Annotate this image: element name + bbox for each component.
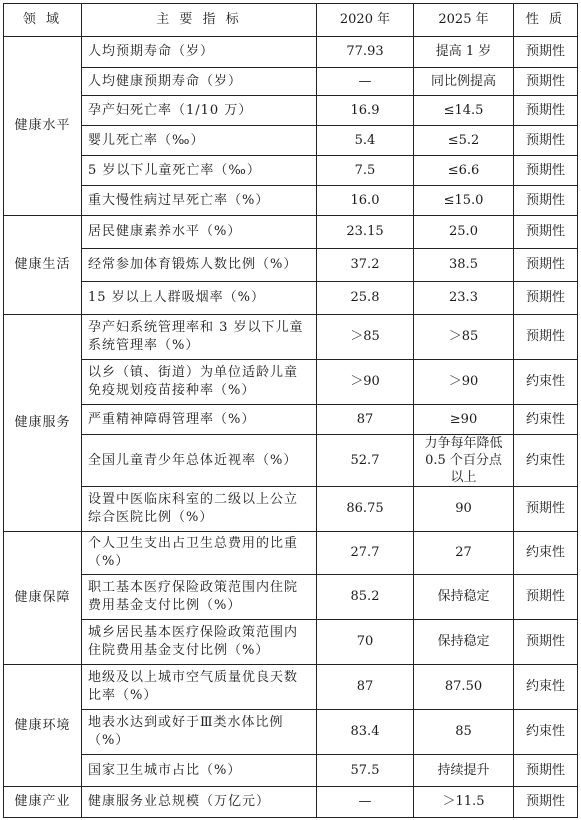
domain-cell: 健康保障 [4,532,82,665]
value-2020-cell: 87 [317,665,414,710]
value-2020-cell: 23.15 [317,216,414,249]
nature-cell: 预期性 [514,787,578,818]
value-2020-cell: ＞90 [317,360,414,405]
nature-cell: 预期性 [514,156,578,186]
value-2025-cell: 23.3 [414,282,514,315]
indicator-cell: 国家卫生城市占比（%） [82,755,317,787]
value-2020-cell: 87 [317,405,414,435]
nature-cell: 约束性 [514,532,578,575]
indicator-cell: 健康服务业总规模（万亿元） [82,787,317,818]
table-row [4,787,578,818]
value-2025-cell: 38.5 [414,249,514,282]
indicator-cell: 15 岁以上人群吸烟率（%） [82,282,317,315]
header-nature: 性 质 [514,4,578,37]
nature-cell: 预期性 [514,186,578,216]
header-2025: 2025 年 [414,4,514,37]
indicator-cell: 全国儿童青少年总体近视率（%） [82,435,317,487]
table-row [4,665,578,710]
nature-cell: 预期性 [514,126,578,156]
value-2020-cell: 77.93 [317,37,414,68]
header-domain: 领 域 [4,4,82,37]
value-2020-cell: — [317,68,414,96]
nature-cell: 约束性 [514,665,578,710]
value-2025-cell: ＞90 [414,360,514,405]
nature-cell: 约束性 [514,360,578,405]
indicator-cell: 城乡居民基本医疗保险政策范围内住院费用基金支付比例（%） [82,620,317,665]
value-2020-cell: ＞85 [317,315,414,360]
value-2020-cell: 16.9 [317,96,414,126]
indicator-cell: 孕产妇系统管理率和 3 岁以下儿童系统管理率（%） [82,315,317,360]
table-row [4,68,578,96]
domain-cell: 健康生活 [4,216,82,315]
value-2020-cell: 57.5 [317,755,414,787]
value-2025-cell: 90 [414,487,514,532]
header-row [4,4,578,37]
value-2020-cell: 7.5 [317,156,414,186]
domain-cell: 健康环境 [4,665,82,787]
indicator-cell: 婴儿死亡率（‰） [82,126,317,156]
indicator-cell: 5 岁以下儿童死亡率（‰） [82,156,317,186]
nature-cell: 预期性 [514,620,578,665]
value-2025-cell: 保持稳定 [414,575,514,620]
value-2025-cell: 27 [414,532,514,575]
nature-cell: 约束性 [514,435,578,487]
table-row [4,435,578,487]
value-2020-cell: 5.4 [317,126,414,156]
value-2020-cell: 85.2 [317,575,414,620]
value-2025-cell: 87.50 [414,665,514,710]
nature-cell: 预期性 [514,315,578,360]
indicator-cell: 个人卫生支出占卫生总费用的比重（%） [82,532,317,575]
value-2025-cell: 同比例提高 [414,68,514,96]
indicator-cell: 地表水达到或好于Ⅲ类水体比例（%） [82,710,317,755]
value-2025-cell: ≤14.5 [414,96,514,126]
indicator-cell: 以乡（镇、街道）为单位适龄儿童免疫规划疫苗接种率（%） [82,360,317,405]
domain-cell: 健康服务 [4,315,82,532]
value-2020-cell: 16.0 [317,186,414,216]
value-2020-cell: 70 [317,620,414,665]
table-row [4,710,578,755]
domain-cell: 健康水平 [4,37,82,216]
value-2025-cell: ≥90 [414,405,514,435]
nature-cell: 预期性 [514,96,578,126]
table-row [4,282,578,315]
table-row [4,575,578,620]
table-row [4,532,578,575]
value-2025-cell: 25.0 [414,216,514,249]
table-row [4,126,578,156]
value-2025-cell: 85 [414,710,514,755]
table-row [4,315,578,360]
nature-cell: 预期性 [514,575,578,620]
indicator-cell: 人均健康预期寿命（岁） [82,68,317,96]
value-2020-cell: 86.75 [317,487,414,532]
table-row [4,487,578,532]
value-2020-cell: 83.4 [317,710,414,755]
value-2025-cell: ≤5.2 [414,126,514,156]
table-row [4,216,578,249]
table-row [4,360,578,405]
table-row [4,96,578,126]
indicator-cell: 孕产妇死亡率（1/10 万） [82,96,317,126]
value-2025-cell: 保持稳定 [414,620,514,665]
value-2025-cell: 提高 1 岁 [414,37,514,68]
nature-cell: 预期性 [514,755,578,787]
nature-cell: 约束性 [514,710,578,755]
value-2025-cell: ≤6.6 [414,156,514,186]
value-2025-cell: 持续提升 [414,755,514,787]
value-2020-cell: 25.8 [317,282,414,315]
value-2020-cell: 37.2 [317,249,414,282]
table-row [4,156,578,186]
domain-cell: 健康产业 [4,787,82,818]
value-2025-cell: ≤15.0 [414,186,514,216]
value-2020-cell: 52.7 [317,435,414,487]
indicator-cell: 居民健康素养水平（%） [82,216,317,249]
nature-cell: 预期性 [514,216,578,249]
nature-cell: 约束性 [514,405,578,435]
table-row [4,620,578,665]
value-2025-cell: ＞11.5 [414,787,514,818]
value-2020-cell: 27.7 [317,532,414,575]
indicator-cell: 人均预期寿命（岁） [82,37,317,68]
nature-cell: 预期性 [514,282,578,315]
header-indicator: 主 要 指 标 [82,4,317,37]
indicator-table [3,3,578,818]
indicator-cell: 严重精神障碍管理率（%） [82,405,317,435]
nature-cell: 预期性 [514,37,578,68]
value-2025-cell: ＞85 [414,315,514,360]
indicator-cell: 地级及以上城市空气质量优良天数比率（%） [82,665,317,710]
table-row [4,755,578,787]
header-2020: 2020 年 [317,4,414,37]
value-2020-cell: — [317,787,414,818]
indicator-cell: 重大慢性病过早死亡率（%） [82,186,317,216]
value-2025-cell: 力争每年降低 0.5 个百分点以上 [414,435,514,487]
indicator-cell: 职工基本医疗保险政策范围内住院费用基金支付比例（%） [82,575,317,620]
indicator-cell: 经常参加体育锻炼人数比例（%） [82,249,317,282]
indicator-cell: 设置中医临床科室的二级以上公立综合医院比例（%） [82,487,317,532]
nature-cell: 预期性 [514,68,578,96]
nature-cell: 预期性 [514,249,578,282]
table-row [4,405,578,435]
table-row [4,37,578,68]
table-row [4,186,578,216]
nature-cell: 预期性 [514,487,578,532]
table-row [4,249,578,282]
